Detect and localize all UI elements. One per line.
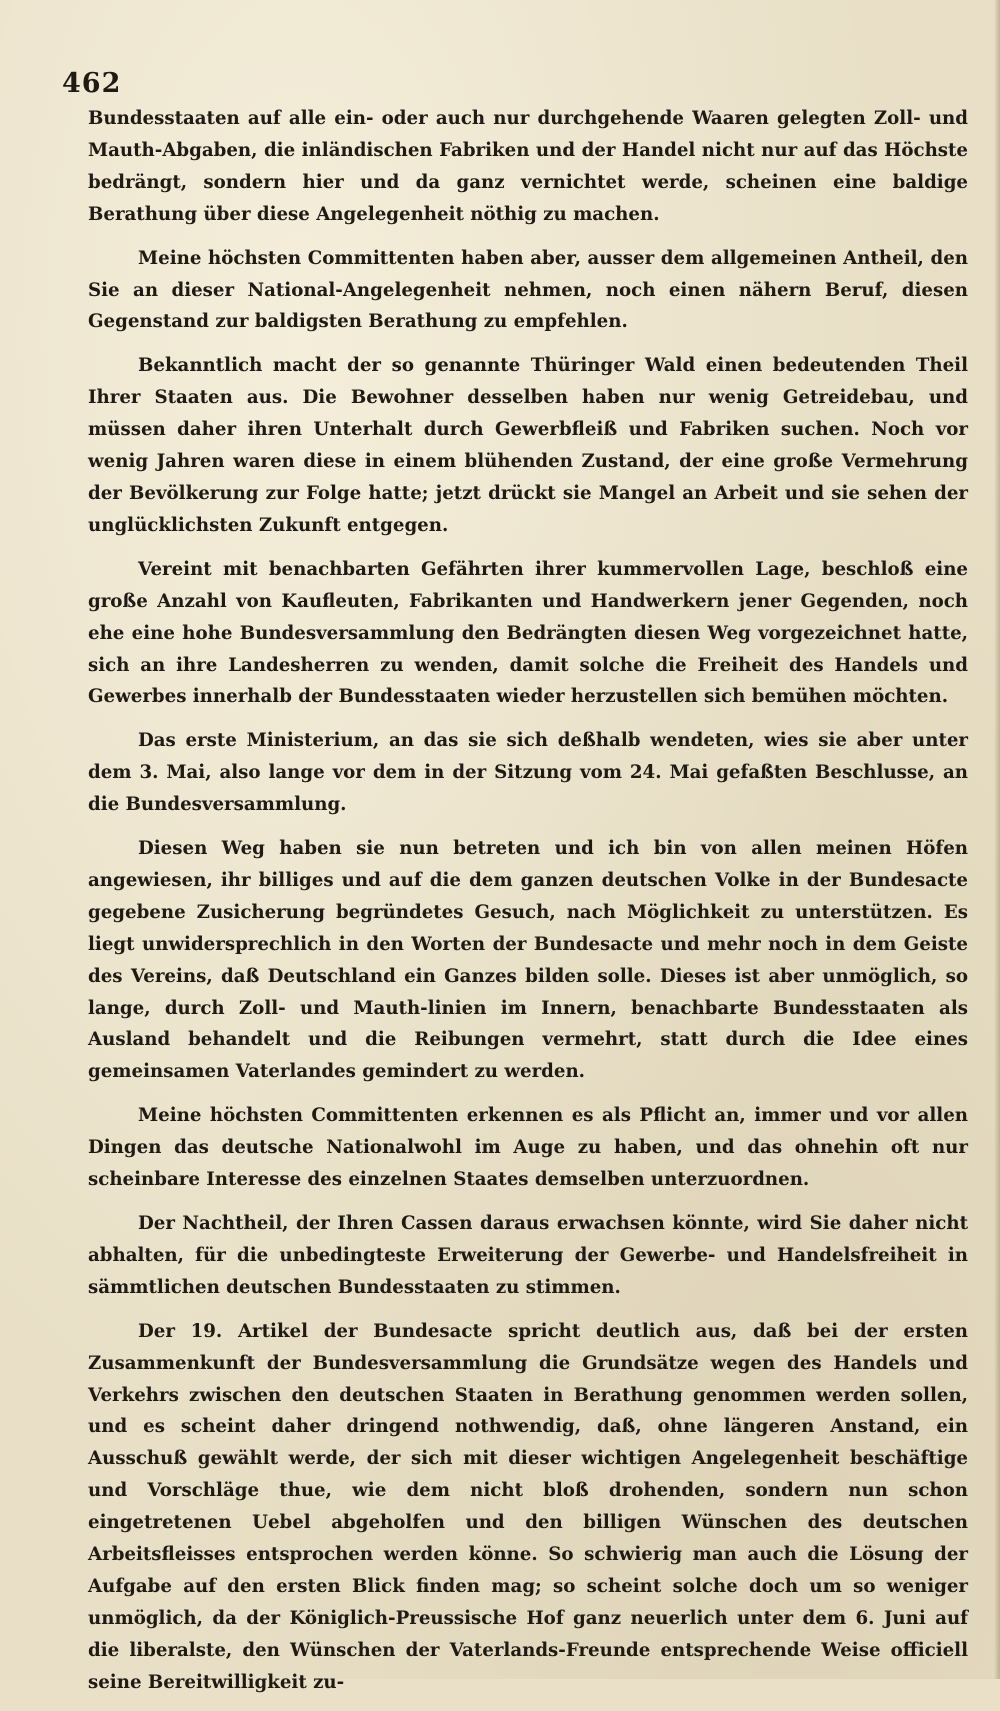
paragraph-1: Bundesstaaten auf alle ein- oder auch nur durchgehende Waaren gelegten Zoll- und Mauth-Abgaben, die inländischen Fabriken und der Handel nicht nur auf das Höchste bedrängt, sondern hier und da ganz vernichtet werde, scheinen eine baldige Berathung über diese Angelegenheit nöthig zu machen. [88, 108, 968, 225]
page-number: 462 [62, 68, 122, 99]
paragraph-3: Bekanntlich macht der so genannte Thüringer Wald einen bedeutenden Theil Ihrer Staaten aus. Die Bewohner desselben haben nur wenig Getreidebau, und müssen daher ihren Unterhalt durch Gewerbfleiß und Fabriken suchen. Noch vor wenig Jahren waren diese in einem blühenden Zustand, der eine große Vermehrung der Bevölkerung zur Folge hatte; jetzt drückt sie Mangel an Arbeit und sie sehen der unglücklichsten Zukunft entgegen. [88, 355, 968, 536]
paragraph-2: Meine höchsten Committenten haben aber, ausser dem allgemeinen Antheil, den Sie an dieser National-Angelegenheit nehmen, noch einen nähern Beruf, diesen Gegenstand zur baldigsten Berathung zu empfehlen. [88, 247, 968, 333]
paragraph-5: Das erste Ministerium, an das sie sich deßhalb wendeten, wies sie aber unter dem 3. Mai, also lange vor dem in der Sitzung vom 24. Mai gefaßten Beschlusse, an die Bundesversammlung. [88, 730, 968, 816]
page-edge-shadow [994, 0, 1000, 1679]
paragraph-6: Diesen Weg haben sie nun betreten und ich bin von allen meinen Höfen angewiesen, ihr billiges und auf die dem ganzen deutschen Volke in der Bundesacte gegebene Zusicherung begründetes Gesuch, nach Möglichkeit zu unterstützen. Es liegt unwidersprechlich in den Worten der Bundesacte und mehr noch in dem Geiste des Vereins, daß Deutschland ein Ganzes bilden solle. Dieses ist aber unmöglich, so lange, durch Zoll- und Mauth-linien im Innern, benachbarte Bundesstaaten als Ausland behandelt und die Reibungen vermehrt, statt durch die Idee eines gemeinsamen Vaterlandes gemindert zu werden. [88, 838, 968, 1083]
paragraph-9: Der 19. Artikel der Bundesacte spricht deutlich aus, daß bei der ersten Zusammenkunft der Bundesversammlung die Grundsätze wegen des Handels und Verkehrs zwischen den deutschen Staaten in Berathung genommen werden sollen, und es scheint daher dringend nothwendig, daß, ohne längeren Anstand, ein Ausschuß gewählt werde, der sich mit dieser wichtigen Angelegenheit beschäftige und Vorschläge thue, wie dem nicht bloß drohenden, sondern nun schon eingetretenen Uebel abgeholfen und den billigen Wünschen des deutschen Arbeitsfleisses entsprochen werden könne. So schwierig man auch die Lösung der Aufgabe auf den ersten Blick finden mag; so scheint solche doch um so weniger unmöglich, da der Königlich-Preussische Hof ganz neuerlich unter dem 6. Juni auf die liberalste, den Wünschen der Vaterlands-Freunde entsprechende Weise officiell seine Bereitwilligkeit zu- [88, 1320, 968, 1693]
paragraph-8: Der Nachtheil, der Ihren Cassen daraus erwachsen könnte, wird Sie daher nicht abhalten, für die unbedingteste Erweiterung der Gewerbe- und Handelsfreiheit in sämmtlichen deutschen Bundesstaaten zu stimmen. [88, 1213, 968, 1298]
paragraph-4: Vereint mit benachbarten Gefährten ihrer kummervollen Lage, beschloß eine große Anzahl von Kaufleuten, Fabrikanten und Handwerkern jener Gegenden, noch ehe eine hohe Bundesversammlung den Bedrängten diesen Weg vorgezeichnet hatte, sich an ihre Landesherren zu wenden, damit solche die Freiheit des Handels und Gewerbes innerhalb der Bundesstaaten wieder herzustellen sich bemühen möchten. [88, 558, 968, 708]
paragraph-7: Meine höchsten Committenten erkennen es als Pflicht an, immer und vor allen Dingen das deutsche Nationalwohl im Auge zu haben, und das ohnehin oft nur scheinbare Interesse des einzelnen Staates demselben unterzuordnen. [88, 1105, 968, 1191]
body-text [88, 103, 968, 1711]
